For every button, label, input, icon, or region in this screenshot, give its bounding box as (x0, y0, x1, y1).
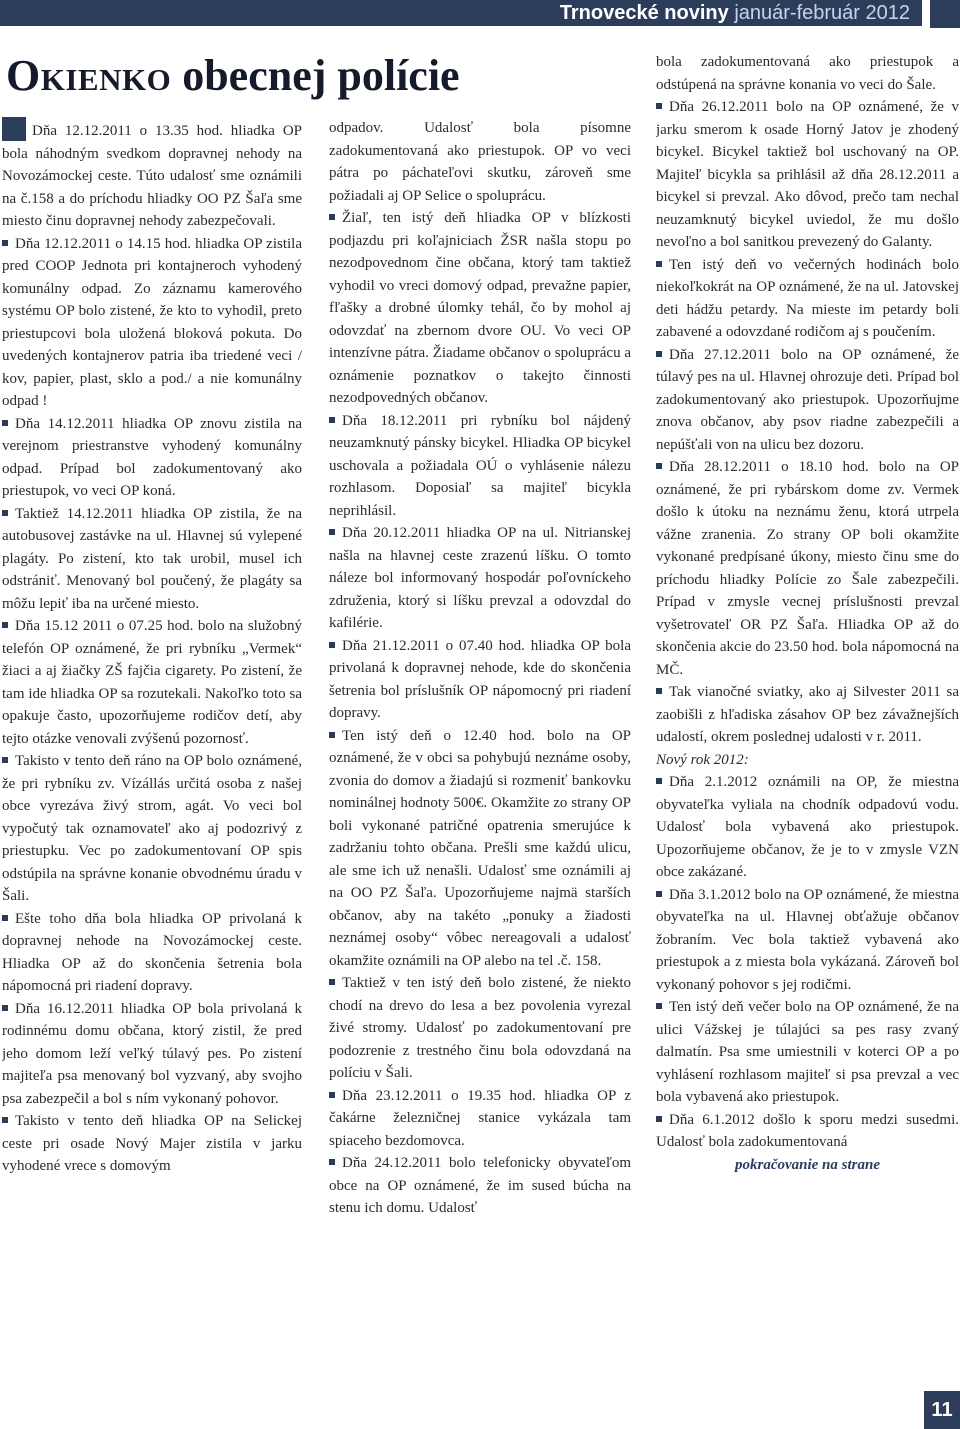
report-paragraph: Dňa 28.12.2011 o 18.10 hod. bolo na OP oznámené, že pri rybárskom dome zv. Vermek došlo k útoku na neznámu ženu, ktorá utrpela vážne zranenia. Zo strany OP boli okamžite vykonané predpísané úkony, miesto činu sme do príchodu hliadky Polície zo Šale zabezpečili. Prípad v zmysle vecnej príslušnosti prevzal vyšetrovateľ OR PZ Šaľa. Hliadka OP až do skončenia akcie do 23.50 hod. bola nápomocná na MČ. (656, 456, 959, 681)
report-paragraph: Dňa 2.1.2012 oznámili na OP, že miestna obyvateľka vyliala na chodník odpadovú vodu. Udalosť bola vybavená ako priestupok. Upozorňujeme občanov, že je to v zmysle VZN obce zakázané. (656, 771, 959, 884)
header-bar (0, 0, 922, 26)
report-paragraph: Ešte toho dňa bola hliadka OP privolaná k dopravnej nehode na Novozámockej ceste. Hliadka OP až do skončenia šetrenia bola nápomocná pri riadení dopravy. (2, 908, 302, 998)
report-paragraph: Dňa 3.1.2012 bolo na OP oznámené, že miestna obyvateľka na ul. Hlavnej obťažuje občanov žobraním. Vec bola taktiež vybavená ako priestupok a z miesta bola vykázaná. Zároveň bol vykonaný pohovor s jej rodičmi. (656, 884, 959, 997)
report-paragraph: Dňa 26.12.2011 bolo na OP oznámené, že v jarku smerom k osade Horný Jatov je zhodený bicykel. Bicykel taktiež bol uschovaný na OP. Majiteľ bicykla sa prihlásil až dňa 28.12.2011 a bicykel si prevzal. Ako dôvod, prečo tam nechal neuzamknutý bicykel uviedol, že mu došlo nevoľno a bol sanitkou prevezený do Galanty. (656, 96, 959, 254)
report-paragraph: Dňa 16.12.2011 hliadka OP bola privolaná k rodinnému domu občana, ktorý zistil, že pred jeho domom leží veľký túlavý pes. Po zistení majiteľa psa menovaný bol vyzvaný, aby svojho psa zabezpečil a bol s ním vykonaný pohovor. (2, 998, 302, 1111)
report-paragraph: Dňa 12.12.2011 o 13.35 hod. hliadka OP bola náhodným svedkom dopravnej nehody na Novozámockej ceste. Túto udalosť sme oznámili na č.158 a do príchodu hliadky OO PZ Šaľa sme miesto činu dopravnej nehody zabezpečovali. (2, 117, 302, 233)
publication-header (560, 1, 910, 25)
publication-name: Trnovecké noviny (559, 2, 729, 24)
article-column-2 (329, 117, 631, 1387)
report-paragraph: Dňa 14.12.2011 hliadka OP znovu zistila na verejnom priestranstve vyhodený komunálny odpad. Prípad bol zadokumentovaný ako priestupok, vo veci OP koná. (2, 413, 302, 503)
corner-square (930, 0, 960, 28)
report-paragraph: Dňa 27.12.2011 bolo na OP oznámené, že túlavý pes na ul. Hlavnej ohrozuje deti. Prípad bol zadokumentovaný ako priestupok. Upozorňujme znova občanov, aby psov riadne zabezpečili a nepúšťali von na ulicu bez dozoru. (656, 344, 959, 457)
report-paragraph: Dňa 6.1.2012 došlo k sporu medzi susedmi. Udalosť bola zadokumentovaná (656, 1109, 959, 1154)
report-paragraph: Dňa 15.12 2011 o 07.25 hod. bolo na služobný telefón OP oznámené, že pri rybníku „Vermek“ žiaci a aj žiačky ZŠ fajčia cigarety. Po zistení, že tam ide hliadka OP sa rozutekali. Nakoľko toto sa opakuje často, upozorňujeme rodičov detí, aby tejto otázke venovali zvýšenú pozornosť. (2, 615, 302, 750)
report-paragraph: Dňa 24.12.2011 bolo telefonicky obyvateľom obce na OP oznámené, že im sused búcha na stenu ich domu. Udalosť (329, 1152, 631, 1220)
report-paragraph: Ten istý deň o 12.40 hod. bolo na OP oznámené, že v obci sa pohybujú neznáme osoby, zvonia do domov a žiadajú si rozmeniť bankovku nominálnej hodnoty 500€. Okamžite zo strany OP boli vykonané patričné opatrenia smerujúce k zadržaniu tohto občana. Prešli sme každú ulicu, ale sme ich už nenašli. Udalosť sme oznámili aj na OO PZ Šaľa. Upozorňujeme najmä starších občanov, aby na takéto „ponuky a žiadosti neznámej osoby“ vôbec nereagovali a udalosť okamžite oznámili na OP alebo na tel .č. 158. (329, 725, 631, 973)
report-paragraph: bola zadokumentovaná ako priestupok a odstúpená na správne konania vo veci do Šale. (656, 54, 959, 93)
continuation-note: pokračovanie na strane (734, 1156, 880, 1173)
report-paragraph: Ten istý deň večer bolo na OP oznámené, že na ulici Vážskej je túlajúci sa pes rasy zvaný dalmatín. Psa sme umiestnili v koterci OP a po vyhlásení rozhlasom majiteľ si psa prevzal a vec bola vybavená ako priestupok. (656, 996, 959, 1109)
report-paragraph: Dňa 20.12.2011 hliadka OP na ul. Nitrianskej našla na hlavnej ceste zrazenú líšku. O tomto náleze bol informovaný hospodár poľovníckeho združenia, ktorý si líšku prevzal a odovzdal do kafilérie. (329, 522, 631, 635)
headline-rest: obecnej polície (182, 51, 460, 100)
article-headline (6, 48, 646, 106)
report-paragraph: Takisto v tento deň hliadka OP na Selickej ceste pri osade Nový Majer zistila v jarku vyhodené vrece s domovým (2, 1110, 302, 1178)
page-number: 11 (924, 1391, 960, 1429)
report-paragraph: Taktiež v ten istý deň bolo zistené, že niekto chodí na drevo do lesa a bez povolenia vyrezal živé stromy. Udalosť po zadokumentovaní pre podozrenie z trestného činu bola odovzdaná na políciu v Šali. (329, 972, 631, 1085)
report-paragraph: Takisto v tento deň ráno na OP bolo oznámené, že pri rybníku zv. Vízállás určitá osoba z našej obce vyrezáva živý strom, agát. Vo veci bol vypočutý tak oznamovateľ ako aj podozrivý z priestupku. Vec po zadokumentovaní OP spis odstúpila na správne konanie obvodnému úradu v Šali. (2, 750, 302, 908)
report-paragraph: Dňa 18.12.2011 pri rybníku bol nájdený neuzamknutý pánsky bicykel. Hliadka OP bicykel uschovala a požiadala OÚ o vyhlásenie nálezu rozhlasom. Doposiaľ sa majiteľ bicykla neprihlásil. (329, 410, 631, 523)
section-subheading: Nový rok 2012: (656, 751, 749, 768)
report-paragraph: Dňa 12.12.2011 o 14.15 hod. hliadka OP zistila pred COOP Jednota pri kontajneroch vyhodený komunálny odpad. Zo záznamu kamerového systému OP bolo zistené, že kto to vyhodil, preto priestupcovi bola uložená bloková pokuta. Do uvedených kontajnerov patria iba triedené veci / kov, papier, plast, sklo a pod./ a nie komunálny odpad ! (2, 233, 302, 413)
article-column-1 (2, 117, 302, 1387)
issue-date: január-február 2012 (734, 2, 910, 24)
report-paragraph: Ten istý deň vo večerných hodinách bolo niekoľkokrát na OP oznámené, že na ul. Jatovskej deti hádžu petardy. Na mieste im petardy boli zabavené a odovzdané rodičom aj s poučením. (656, 254, 959, 344)
report-paragraph: Taktiež 14.12.2011 hliadka OP zistila, že na autobusovej zastávke na ul. Hlavnej sú vylepené plagáty. Po zistení, kto tak urobil, musel ich odstrániť. Menovaný bol poučený, že plagáty sa môžu lepiť iba na určené miesto. (2, 503, 302, 616)
report-paragraph: Žiaľ, ten istý deň hliadka OP v blízkosti podjazdu pri koľajniciach ŽSR našla stopu po nezodpovednom čine občana, ktorý tam taktiež vyhodil vo vreci domový odpad, prevažne papier, fľašky a drobné úlomky tehál, čo by mohol aj odovzdať na zbernom dvore OU. Vo veci OP intenzívne pátra. Žiadame občanov o spoluprácu a oznámenie poznatkov o takejto činnosti nezodpovedných občanov. (329, 207, 631, 410)
report-paragraph: Tak vianočné sviatky, ako aj Silvester 2011 sa zaobišli z hľadiska zásahov OP bez závažnejších udalostí, okrem poslednej udalosti v r. 2011. (656, 681, 959, 749)
report-paragraph: Dňa 21.12.2011 o 07.40 hod. hliadka OP bola privolaná k dopravnej nehode, kde do skončenia šetrenia bol príslušník OP nápomocný pri riadení dopravy. (329, 635, 631, 725)
report-paragraph: odpadov. Udalosť bola písomne zadokumentovaná ako priestupok. OP vo veci pátra po páchateľovi skutku, zároveň sme požiadali aj OP Selice o spoluprácu. (329, 120, 631, 204)
report-paragraph: Dňa 23.12.2011 o 19.35 hod. hliadka OP z čakárne železničnej stanice vykázala tam spiaceho bezdomovca. (329, 1085, 631, 1153)
article-column-3 (656, 51, 959, 1387)
headline-caps: Okienko (6, 51, 172, 100)
